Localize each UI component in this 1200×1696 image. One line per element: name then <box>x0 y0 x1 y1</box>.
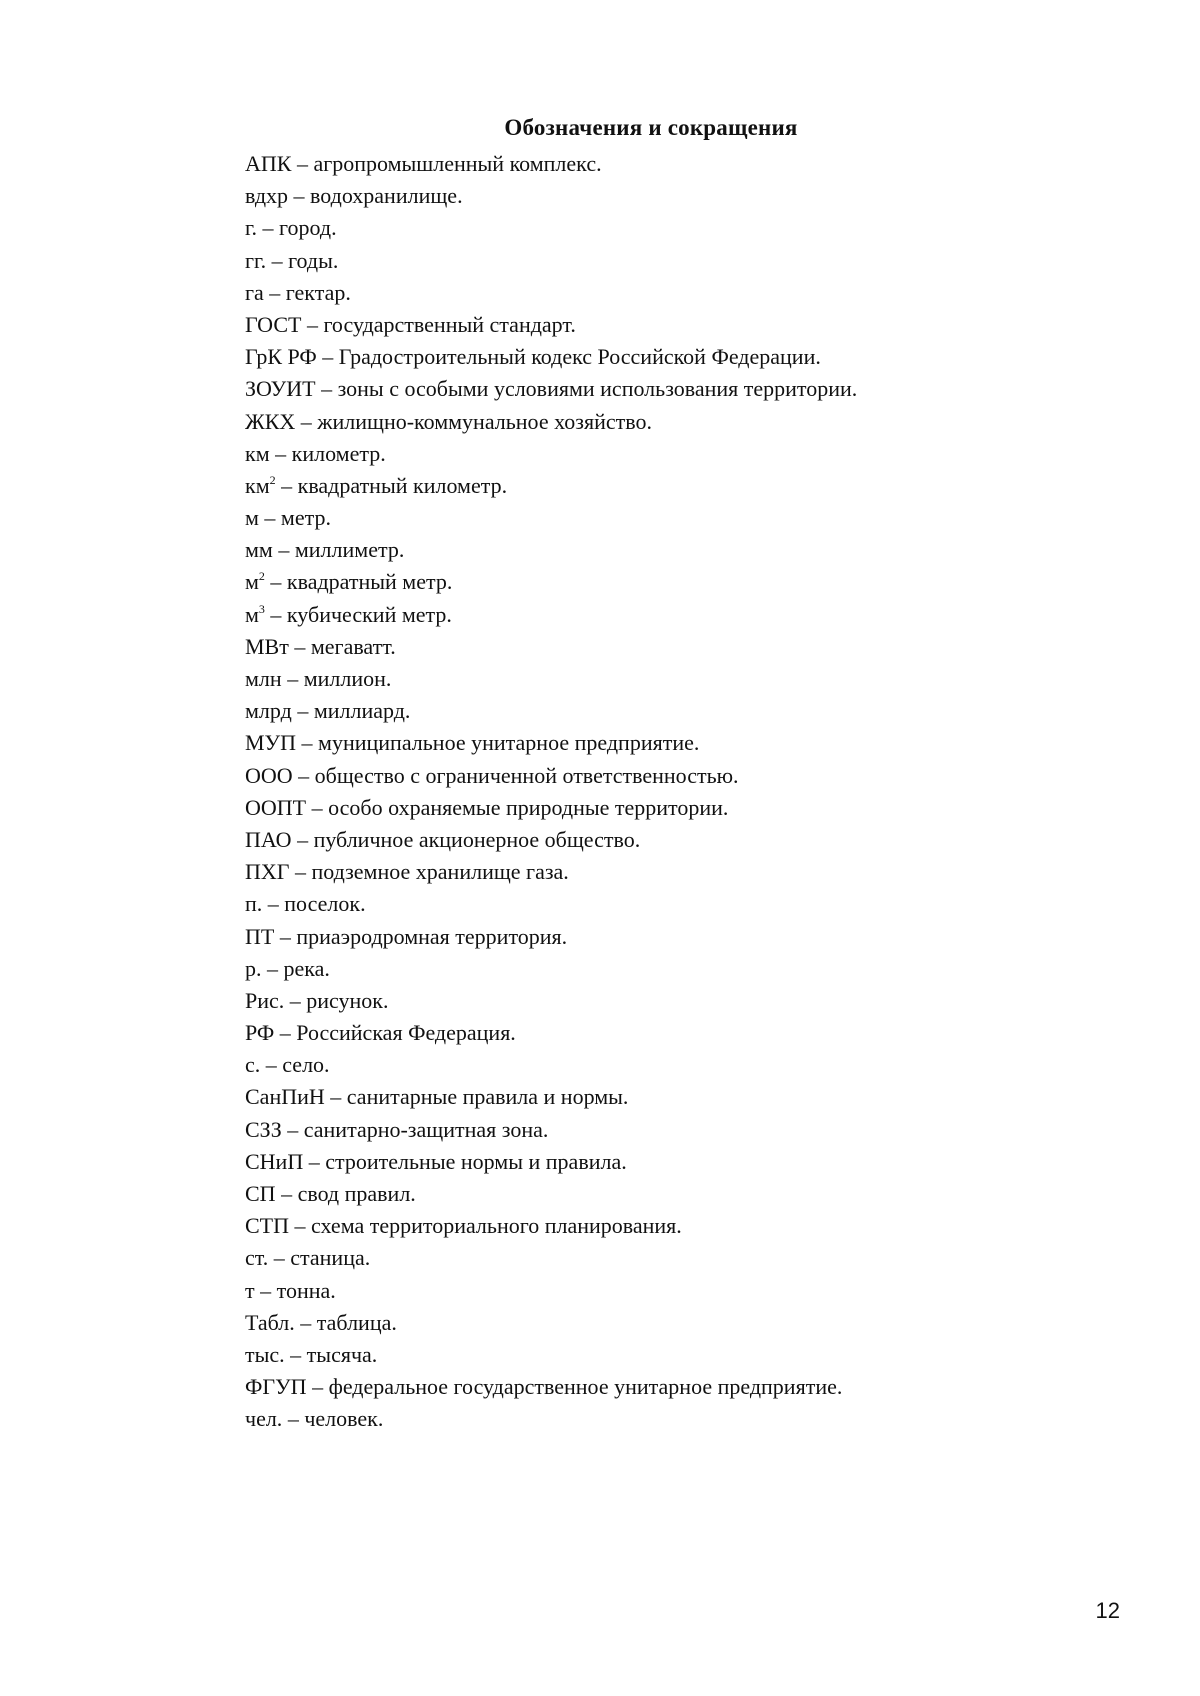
abbreviation-entry <box>245 1242 857 1274</box>
abbreviation-term: ООПТ <box>245 794 307 820</box>
abbreviation-superscript: 2 <box>258 569 265 584</box>
abbreviation-definition: река. <box>283 955 330 981</box>
abbreviation-definition: таблица. <box>316 1309 397 1335</box>
abbreviation-separator: – <box>295 408 318 434</box>
abbreviation-entry <box>245 309 857 341</box>
abbreviation-term: вдхр <box>245 183 289 209</box>
abbreviation-entry <box>245 1017 857 1049</box>
abbreviation-separator: – <box>261 955 284 981</box>
abbreviation-term: млрд <box>245 698 292 724</box>
abbreviation-definition: государственный стандарт. <box>323 311 576 337</box>
abbreviation-definition: станица. <box>290 1245 371 1271</box>
abbreviation-entry <box>245 438 857 470</box>
abbreviation-separator: – <box>284 1341 307 1367</box>
abbreviation-separator: – <box>281 666 304 691</box>
page-title: Обозначения и сокращения <box>504 115 798 140</box>
abbreviation-definition: федеральное государственное унитарное предприятие. <box>328 1374 843 1400</box>
abbreviation-entry <box>245 1307 857 1339</box>
abbreviation-superscript: 3 <box>258 601 265 616</box>
abbreviation-separator: – <box>254 1277 277 1303</box>
abbreviation-separator: – <box>269 440 292 466</box>
abbreviation-entry <box>245 1403 857 1435</box>
abbreviation-separator: – <box>264 569 287 595</box>
abbreviation-entry <box>245 1210 857 1242</box>
abbreviation-definition: годы. <box>288 247 339 273</box>
abbreviation-term: СНиП <box>245 1148 304 1174</box>
abbreviation-definition: рисунок. <box>306 987 389 1013</box>
abbreviation-separator: – <box>282 1406 305 1432</box>
abbreviation-separator: – <box>292 762 315 788</box>
abbreviation-separator: – <box>315 376 338 402</box>
abbreviation-entry <box>245 695 857 727</box>
abbreviation-definition: миллиметр. <box>294 537 405 563</box>
abbreviation-entry <box>245 502 857 534</box>
abbreviation-definition: километр. <box>291 440 386 466</box>
abbreviation-separator: – <box>275 472 298 498</box>
abbreviation-definition: тысяча. <box>306 1341 378 1367</box>
abbreviation-term: м <box>245 569 259 595</box>
abbreviation-entry <box>245 277 857 309</box>
abbreviation-separator: – <box>281 1116 304 1142</box>
abbreviation-definition: строительные нормы и правила. <box>325 1148 627 1174</box>
abbreviation-term: ФГУП <box>245 1374 307 1400</box>
abbreviation-separator: – <box>289 1213 311 1239</box>
abbreviation-entry <box>245 212 857 244</box>
abbreviation-term: СТП <box>245 1213 289 1239</box>
abbreviation-term: ГОСТ <box>245 311 302 337</box>
abbreviation-entry <box>245 792 857 824</box>
abbreviation-separator: – <box>288 633 311 659</box>
abbreviation-entry <box>245 341 857 373</box>
abbreviation-separator: – <box>289 859 312 885</box>
abbreviation-definition: публичное акционерное общество. <box>313 826 641 852</box>
abbreviation-definition: санитарные правила и нормы. <box>346 1084 629 1110</box>
abbreviation-separator: – <box>294 1309 317 1335</box>
abbreviation-separator: – <box>275 1181 298 1206</box>
abbreviation-entry <box>245 760 857 792</box>
abbreviation-term: СанПиН <box>245 1084 325 1110</box>
abbreviation-separator: – <box>316 344 339 370</box>
abbreviation-separator: – <box>263 279 286 305</box>
abbreviation-entry <box>245 1339 857 1371</box>
abbreviation-term: п. <box>245 891 263 917</box>
abbreviation-definition: общество с ограниченной ответственностью. <box>314 762 739 788</box>
abbreviation-definition: Градостроительный кодекс Российской Федерации. <box>338 344 821 370</box>
abbreviation-separator: – <box>266 247 289 273</box>
abbreviation-entry <box>245 599 857 631</box>
abbreviation-entry <box>245 888 857 920</box>
abbreviation-entry <box>245 1081 857 1113</box>
abbreviation-separator: – <box>303 1148 326 1174</box>
page-number: 12 <box>1095 1598 1120 1623</box>
abbreviation-term: ООО <box>245 762 293 788</box>
abbreviation-term: мм <box>245 537 273 563</box>
abbreviation-definition: зоны с особыми условиями использования территории. <box>337 376 858 402</box>
abbreviation-entry <box>245 534 857 566</box>
abbreviation-term: ПХГ <box>245 859 290 885</box>
abbreviation-term: т <box>245 1277 255 1303</box>
abbreviation-separator: – <box>288 183 311 209</box>
abbreviation-separator: – <box>272 537 295 563</box>
abbreviation-definition: санитарно-защитная зона. <box>303 1116 549 1142</box>
abbreviation-entry <box>245 373 857 405</box>
abbreviation-separator: – <box>296 730 319 756</box>
abbreviation-term: МВт <box>245 633 289 659</box>
abbreviation-entry <box>245 824 857 856</box>
abbreviation-entry <box>245 148 857 180</box>
abbreviation-separator: – <box>268 1245 291 1271</box>
abbreviation-term: м <box>245 601 259 627</box>
abbreviation-term: ЖКХ <box>245 408 296 434</box>
abbreviation-definition: агропромышленный комплекс. <box>313 151 602 176</box>
abbreviation-separator: – <box>260 1052 283 1078</box>
abbreviation-term: СП <box>245 1181 276 1206</box>
abbreviation-separator: – <box>306 1374 329 1400</box>
abbreviation-entry <box>245 631 857 663</box>
abbreviation-separator: – <box>291 151 314 176</box>
abbreviation-definition: жилищно-коммунальное хозяйство. <box>317 408 652 434</box>
abbreviation-term: тыс. <box>245 1341 285 1367</box>
abbreviation-term: Табл. <box>245 1309 295 1335</box>
abbreviation-separator: – <box>291 698 314 724</box>
abbreviation-term: ст. <box>245 1245 269 1271</box>
abbreviation-entry <box>245 921 857 953</box>
abbreviation-definition: метр. <box>280 505 331 531</box>
abbreviation-separator: – <box>264 601 287 627</box>
abbreviation-definition: муниципальное унитарное предприятие. <box>318 730 700 756</box>
abbreviation-term: ПАО <box>245 826 292 852</box>
abbreviation-term: чел. <box>245 1406 283 1432</box>
abbreviation-definition: водохранилище. <box>310 183 463 209</box>
abbreviation-definition: село. <box>282 1052 330 1078</box>
abbreviation-entry <box>245 1146 857 1178</box>
abbreviation-separator: – <box>274 923 297 949</box>
abbreviation-entry <box>245 727 857 759</box>
abbreviation-definition: схема территориального планирования. <box>311 1213 682 1239</box>
abbreviation-term: СЗЗ <box>245 1116 282 1142</box>
abbreviation-term: МУП <box>245 730 297 756</box>
abbreviation-term: м <box>245 505 259 531</box>
abbreviation-term: га <box>245 279 264 305</box>
abbreviation-definition: миллион. <box>303 666 392 691</box>
abbreviation-definition: особо охраняемые природные территории. <box>328 794 729 820</box>
abbreviation-entry <box>245 180 857 212</box>
abbreviation-entry <box>245 406 857 438</box>
abbreviation-term: км <box>245 472 270 498</box>
abbreviation-definition: поселок. <box>284 891 366 917</box>
abbreviation-definition: квадратный километр. <box>297 472 508 498</box>
abbreviation-entry <box>245 1049 857 1081</box>
abbreviation-definition: гектар. <box>285 279 351 305</box>
abbreviation-term: гг. <box>245 247 267 273</box>
abbreviation-separator: – <box>284 987 307 1013</box>
abbreviation-term: ГрК РФ <box>245 344 317 370</box>
abbreviation-superscript: 2 <box>269 472 276 487</box>
abbreviation-term: ЗОУИТ <box>245 376 316 402</box>
abbreviation-entry <box>245 856 857 888</box>
abbreviation-entry <box>245 663 857 695</box>
abbreviation-definition: человек. <box>304 1406 384 1432</box>
abbreviation-term: р. <box>245 955 262 981</box>
abbreviation-entry <box>245 953 857 985</box>
abbreviation-separator: – <box>262 891 285 917</box>
abbreviation-definition: подземное хранилище газа. <box>311 859 569 885</box>
abbreviation-definition: приаэродромная территория. <box>296 923 568 949</box>
abbreviation-term: км <box>245 440 270 466</box>
abbreviation-separator: – <box>258 505 281 531</box>
abbreviation-separator: – <box>306 794 329 820</box>
abbreviations-list <box>245 148 857 1436</box>
abbreviation-term: РФ <box>245 1020 275 1046</box>
abbreviation-entry <box>245 1178 857 1210</box>
abbreviation-definition: мегаватт. <box>310 633 396 659</box>
abbreviation-definition: квадратный метр. <box>286 569 453 595</box>
abbreviation-term: млн <box>245 666 282 691</box>
abbreviation-separator: – <box>257 215 280 241</box>
abbreviation-term: с. <box>245 1052 261 1078</box>
abbreviation-term: АПК <box>245 151 292 176</box>
abbreviation-entry <box>245 566 857 598</box>
abbreviation-separator: – <box>274 1020 297 1046</box>
abbreviation-term: ПТ <box>245 923 275 949</box>
abbreviation-separator: – <box>324 1084 347 1110</box>
abbreviation-definition: миллиард. <box>313 698 411 724</box>
abbreviation-entry <box>245 1371 857 1403</box>
abbreviation-definition: тонна. <box>276 1277 336 1303</box>
abbreviation-separator: – <box>301 311 324 337</box>
abbreviation-entry <box>245 1114 857 1146</box>
abbreviation-separator: – <box>291 826 314 852</box>
abbreviation-entry <box>245 1275 857 1307</box>
abbreviation-definition: кубический метр. <box>286 601 452 627</box>
abbreviation-definition: Российская Федерация. <box>296 1020 516 1046</box>
abbreviation-entry <box>245 245 857 277</box>
abbreviation-entry <box>245 470 857 502</box>
abbreviation-definition: свод правил. <box>297 1181 416 1206</box>
abbreviation-term: г. <box>245 215 258 241</box>
abbreviation-definition: город. <box>279 215 337 241</box>
abbreviation-entry <box>245 985 857 1017</box>
abbreviation-term: Рис. <box>245 987 285 1013</box>
